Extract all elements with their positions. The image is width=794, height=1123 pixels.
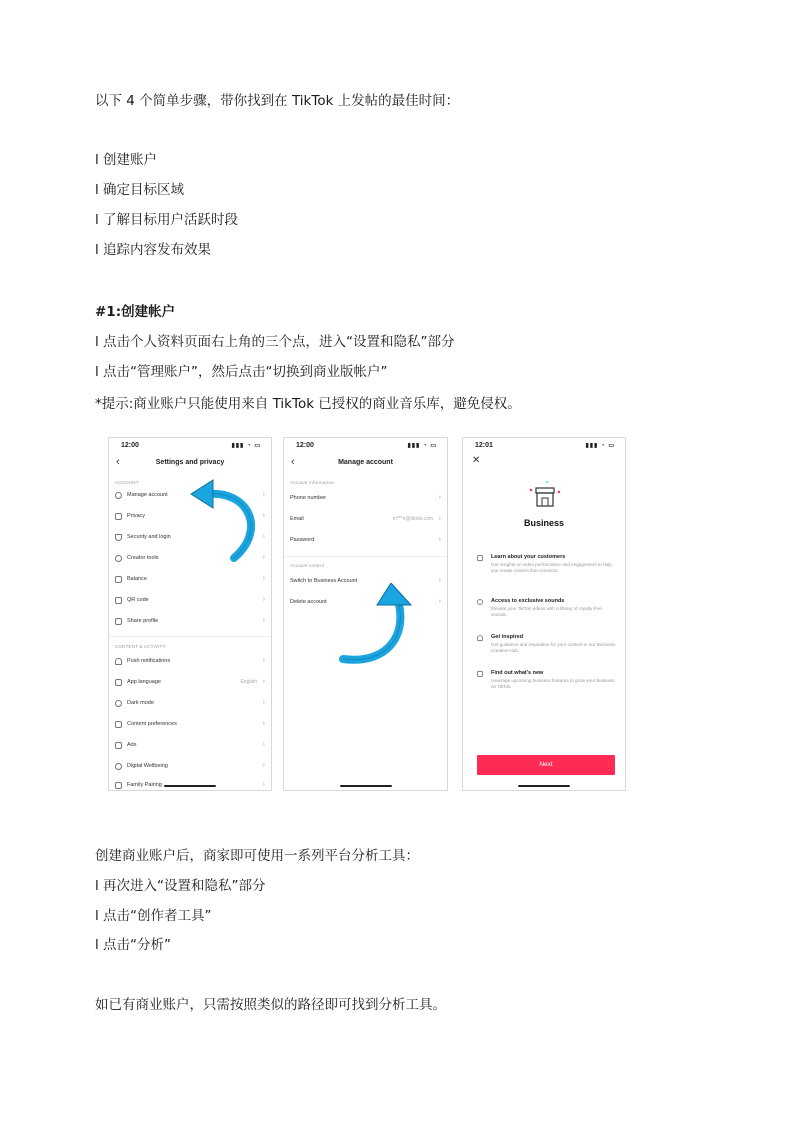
closing-text: 如已有商业账户，只需按照类似的路径即可找到分析工具。 (95, 997, 446, 1013)
wallet-icon (115, 576, 122, 583)
section-divider (109, 636, 271, 637)
screen-title: Manage account (338, 459, 393, 466)
settings-row-ads[interactable]: Ads › (115, 741, 265, 753)
status-time: 12:01 (475, 442, 493, 449)
phone-settings-screen (108, 437, 272, 791)
row-delete-account[interactable]: Delete account › (290, 598, 441, 605)
email-value: m***n@tiktok.com (392, 516, 433, 522)
chevron-right-icon: › (262, 575, 265, 582)
analytics-intro: 创建商业账户后，商家即可使用一系列平台分析工具： (95, 848, 419, 864)
section-label: Account control (290, 563, 325, 568)
chevron-right-icon: › (262, 596, 265, 603)
signal-battery-icon: ▮▮▮ ◔ ▭ (407, 443, 437, 449)
section-label: ACCOUNT (115, 480, 139, 485)
instruction-line: l 点击个人资料页面右上角的三个点，进入“设置和隐私”部分 (95, 334, 455, 350)
step-item: l 确定目标区域 (95, 182, 185, 198)
store-icon (525, 480, 565, 514)
chevron-right-icon: › (262, 512, 265, 519)
row-password[interactable]: Password › (290, 536, 441, 543)
share-icon (115, 618, 122, 625)
tip-line: *提示:商业账户只能使用来自 TikTok 已授权的商业音乐库，避免侵权。 (95, 396, 521, 412)
back-icon[interactable]: ‹ (116, 456, 120, 468)
settings-row-creator-tools[interactable]: Creator tools › (115, 554, 265, 566)
back-icon[interactable]: ‹ (291, 456, 295, 468)
business-title: Business (523, 518, 565, 528)
settings-row-manage-account[interactable]: Manage account › (115, 491, 265, 503)
intro-text: 以下 4 个简单步骤，带你找到在 TikTok 上发帖的最佳时间： (95, 93, 460, 109)
settings-row-qr-code[interactable]: QR code › (115, 596, 265, 608)
section-heading: #1:创建帐户 (95, 304, 176, 320)
section-label: Account information (290, 480, 334, 485)
music-note-icon (477, 599, 483, 605)
chevron-right-icon: › (262, 762, 265, 769)
lock-icon (115, 513, 122, 520)
chevron-right-icon: › (438, 598, 441, 605)
phone-business-screen: 12:01 ▮▮▮ ◔ ▭ ✕ Business Learn about your customers Get insights on video performance and engagement to help you create content that connects. Access to exclusive sounds Elevate your TikTok videos with a library of royalty-free sounds. Get inspired Get guidance and inspiration for your content in our Business Creative Hub. Find out what's new Leverage upcoming business features to grow your business on TikTok. Next (462, 437, 626, 791)
wellbeing-icon (115, 763, 122, 770)
video-icon (115, 721, 122, 728)
signal-battery-icon: ▮▮▮ ◔ ▭ (231, 443, 261, 449)
curved-arrow-icon (179, 474, 269, 564)
status-time: 12:00 (296, 442, 314, 449)
moon-icon (115, 700, 122, 707)
instruction-line: l 点击“分析” (95, 937, 172, 953)
settings-row-digital-wellbeing[interactable]: Digital Wellbeing › (115, 762, 265, 774)
person-icon (115, 492, 122, 499)
settings-row-security[interactable]: Security and login › (115, 533, 265, 545)
settings-row-push-notifications[interactable]: Push notifications › (115, 657, 265, 669)
instruction-line: l 点击“创作者工具” (95, 908, 212, 924)
settings-row-balance[interactable]: Balance › (115, 575, 265, 587)
row-switch-business[interactable]: Switch to Business Account › (290, 577, 441, 584)
chevron-right-icon: › (438, 536, 441, 543)
signal-battery-icon: ▮▮▮ ◔ ▭ (585, 443, 615, 449)
status-time: 12:00 (121, 442, 139, 449)
curved-arrow-icon (339, 583, 429, 673)
chevron-right-icon: › (262, 699, 265, 706)
chevron-right-icon: › (262, 741, 265, 748)
status-bar (475, 442, 615, 449)
row-phone-number[interactable]: Phone number › (290, 494, 441, 501)
home-indicator (340, 785, 392, 787)
chart-icon (477, 555, 483, 561)
news-icon (477, 671, 483, 677)
status-bar (121, 442, 261, 449)
qr-code-icon (115, 597, 122, 604)
chevron-right-icon: › (262, 617, 265, 624)
instruction-line: l 点击“管理账户”，然后点击“切换到商业版帐户” (95, 364, 388, 380)
chevron-right-icon: › (262, 657, 265, 664)
home-icon (115, 782, 122, 789)
settings-row-dark-mode[interactable]: Dark mode › (115, 699, 265, 711)
chevron-right-icon: › (262, 720, 265, 727)
phone-manage-account-screen (283, 437, 448, 791)
lightbulb-icon (477, 635, 483, 641)
next-button[interactable]: Next (477, 755, 615, 775)
step-item: l 追踪内容发布效果 (95, 242, 212, 258)
settings-row-content-preferences[interactable]: Content preferences › (115, 720, 265, 732)
row-email[interactable]: Email m***n@tiktok.com › (290, 515, 441, 522)
language-value: English (240, 679, 257, 685)
chevron-right-icon: › (262, 678, 265, 685)
bell-icon (115, 658, 122, 665)
close-icon[interactable]: ✕ (472, 455, 481, 466)
chevron-right-icon: › (262, 533, 265, 540)
settings-row-privacy[interactable]: Privacy › (115, 512, 265, 524)
chevron-right-icon: › (438, 515, 441, 522)
section-divider (284, 556, 447, 557)
status-bar (296, 442, 437, 449)
screen-title: Settings and privacy (155, 459, 225, 466)
creator-icon (115, 555, 122, 562)
chevron-right-icon: › (438, 577, 441, 584)
settings-row-family-pairing[interactable]: Family Pairing › (115, 781, 265, 791)
shield-icon (115, 534, 122, 541)
home-indicator (518, 785, 570, 787)
screenshot-strip (108, 437, 628, 793)
step-item: l 了解目标用户活跃时段 (95, 212, 239, 228)
home-indicator (164, 785, 216, 787)
settings-row-share-profile[interactable]: Share profile › (115, 617, 265, 629)
instruction-line: l 再次进入“设置和隐私”部分 (95, 878, 266, 894)
chevron-right-icon: › (262, 554, 265, 561)
settings-row-app-language[interactable]: App language English › (115, 678, 265, 690)
step-item: l 创建账户 (95, 152, 158, 168)
chevron-right-icon: › (438, 494, 441, 501)
language-icon (115, 679, 122, 686)
chevron-right-icon: › (262, 491, 265, 498)
megaphone-icon (115, 742, 122, 749)
section-label: CONTENT & ACTIVITY (115, 644, 166, 649)
chevron-right-icon: › (262, 781, 265, 788)
